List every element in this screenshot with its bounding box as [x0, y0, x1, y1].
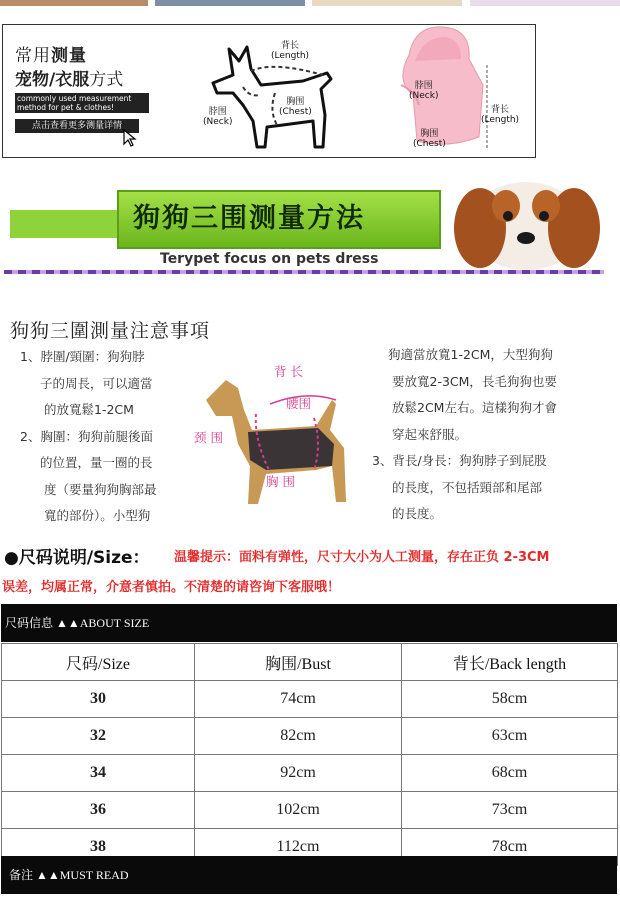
bust-cell: 102cm	[195, 792, 402, 829]
column-header: 背长/Back length	[402, 644, 618, 681]
dog-chest-label: 胸围 (Chest)	[279, 97, 312, 117]
hoodie-back-length-label: 背长 (Length)	[481, 105, 520, 125]
must-read-bar: 备注 ▲▲MUST READ	[1, 856, 617, 894]
note-line: 的長度。	[392, 506, 443, 521]
note-line: 的放寬鬆1-2CM	[44, 402, 134, 417]
hoodie-chest-label: 胸围 (Chest)	[413, 129, 446, 149]
size-cell: 38	[2, 829, 195, 866]
column-header: 胸围/Bust	[195, 644, 402, 681]
table-row	[2, 755, 618, 792]
note-line: 3、背長/身長：狗狗脖子到屁股	[372, 453, 547, 468]
panel-title-line1: 常用测量	[15, 46, 87, 66]
notes-title: 狗狗三圍測量注意事項	[10, 320, 211, 342]
back-length-cell: 73cm	[402, 792, 618, 829]
note-line: 的位置，量一圈的長	[40, 455, 153, 470]
size-cell: 30	[2, 681, 195, 718]
banner-subtitle: Terypet focus on pets dress	[160, 251, 379, 267]
size-tip-line2: 误差，均属正常，介意者慎拍。不清楚的请咨询下客服哦！	[2, 580, 341, 595]
note-line: 子的周長，可以適當	[40, 375, 153, 391]
note-line: 狗適當放寬1-2CM，大型狗狗	[388, 347, 553, 362]
note-line: 要放寬2-3CM，長毛狗狗也要	[392, 373, 557, 389]
bust-cell: 92cm	[195, 755, 402, 792]
banner-title: 狗狗三围测量方法	[133, 203, 365, 234]
panel-title-line2: 宠物/衣服方式	[15, 70, 124, 90]
panel-subtitle: commonly used measurement method for pet & clothes!	[15, 93, 149, 113]
cursor-icon	[123, 129, 137, 147]
notes-right-column	[372, 342, 618, 528]
dog-chest-label-notes: 胸 围	[266, 474, 295, 489]
size-cell: 32	[2, 718, 195, 755]
note-line: 放鬆2CM左右。這樣狗狗才會	[392, 400, 557, 415]
table-header-row	[2, 644, 618, 681]
back-length-cell: 58cm	[402, 681, 618, 718]
table-row	[2, 718, 618, 755]
dog-back-label: 背 长	[274, 364, 303, 379]
size-tip-line1: 温馨提示：面料有弹性，尺寸大小为人工测量，存在正负 2-3CM	[174, 550, 550, 565]
bust-cell: 112cm	[195, 829, 402, 866]
dog-neck-label-notes: 颈 围	[194, 430, 223, 445]
dog-back-length-label: 背长 (Length)	[271, 41, 310, 61]
dog-neck-label: 脖围 (Neck)	[203, 107, 233, 127]
note-line: 的長度，不包括頸部和尾部	[392, 479, 543, 495]
size-info-bar: 尺码信息 ▲▲ABOUT SIZE	[1, 604, 617, 642]
note-line: 2、胸圍：狗狗前腿後面	[20, 428, 153, 444]
top-photo-strip	[0, 0, 620, 6]
note-line: 穿起來舒服。	[392, 426, 468, 442]
size-header: ●尺码说明/Size：	[4, 548, 150, 568]
puppy-photo	[446, 172, 606, 272]
back-length-cell: 68cm	[402, 755, 618, 792]
measurement-method-panel	[2, 24, 536, 158]
bust-cell: 74cm	[195, 681, 402, 718]
note-line: 寬的部份）。小型狗	[44, 508, 151, 523]
back-length-cell: 78cm	[402, 829, 618, 866]
notes-left-column	[20, 344, 200, 530]
table-row	[2, 681, 618, 718]
dog-waist-label: 腰围	[286, 396, 312, 411]
size-table	[1, 643, 618, 866]
bust-cell: 82cm	[195, 718, 402, 755]
table-row	[2, 792, 618, 829]
hoodie-neck-label: 脖围 (Neck)	[409, 81, 439, 101]
size-cell: 36	[2, 792, 195, 829]
column-header: 尺码/Size	[2, 644, 195, 681]
size-cell: 34	[2, 755, 195, 792]
back-length-cell: 63cm	[402, 718, 618, 755]
note-line: 度（要量狗狗胸部最	[44, 481, 157, 497]
more-measure-details-button[interactable]: 点击查看更多测量详情	[15, 119, 139, 133]
note-line: 1、脖圍/頸圍：狗狗脖	[20, 349, 145, 364]
